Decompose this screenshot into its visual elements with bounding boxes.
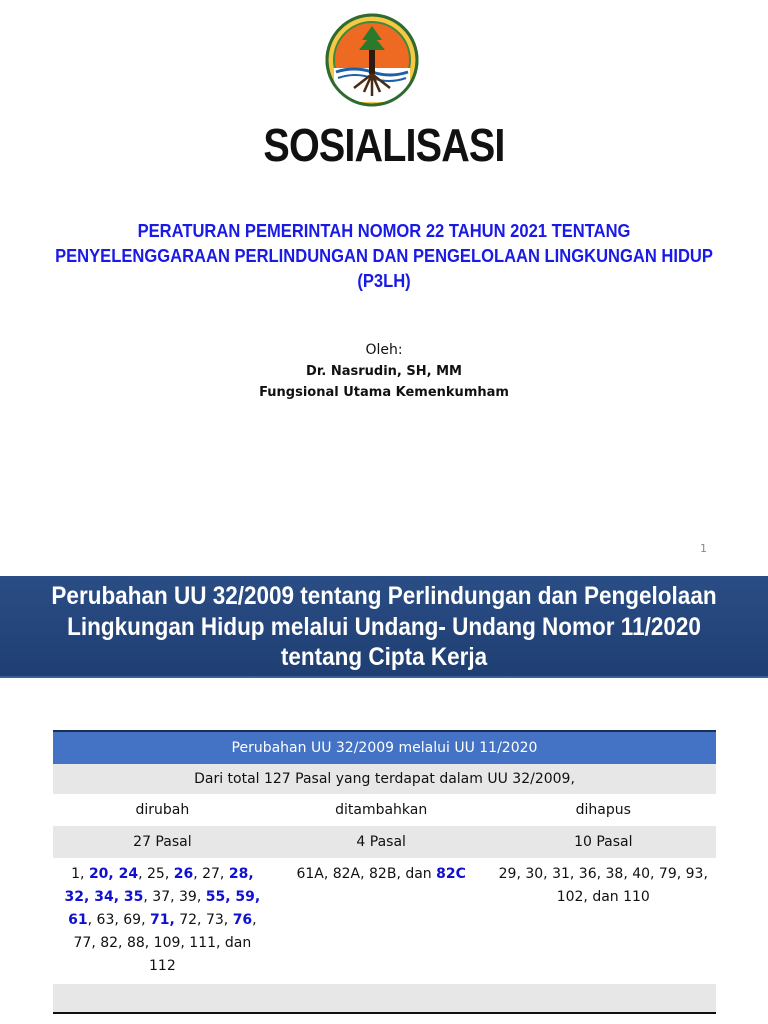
slide-banner <box>0 576 768 678</box>
article-text: , 37, 39, <box>143 889 206 905</box>
highlighted-article: 26 <box>173 866 194 882</box>
banner-line-2: Lingkungan Hidup melalui Undang- Undang Nomor 11/2020 <box>67 612 701 641</box>
article-text: , 27, <box>193 866 229 882</box>
article-text: , 25, <box>138 866 174 882</box>
page-number: 1 <box>700 542 707 555</box>
column-header-row <box>53 794 716 826</box>
article-list-row <box>53 858 716 984</box>
author-name: Dr. Nasrudin, SH, MM <box>306 364 462 379</box>
highlighted-article: 55, 59, 61 <box>68 889 261 928</box>
article-text: 1, <box>71 866 89 882</box>
count-changed: 27 Pasal <box>53 826 272 858</box>
highlighted-article: 76 <box>232 912 253 928</box>
table-header-row <box>53 731 716 764</box>
banner-line-1: Perubahan UU 32/2009 tentang Perlindungan dan Pengelolaan <box>51 582 717 610</box>
slide-title: SOSIALISASI <box>263 119 505 171</box>
article-text: 72, 73, <box>174 912 233 928</box>
amendment-table <box>53 730 716 1014</box>
col-header-removed: dihapus <box>491 794 716 826</box>
regulation-subtitle <box>0 219 768 294</box>
article-text: , 77, 82, 88, 109, 111, dan 112 <box>73 912 257 974</box>
table-footer-row <box>53 984 716 1013</box>
changed-articles <box>53 858 272 984</box>
highlighted-article: 71, <box>149 912 175 928</box>
subtitle-line-2: PENYELENGGARAAN PERLINDUNGAN DAN PENGELOLAAN LINGKUNGAN HIDUP (P3LH) <box>55 246 713 291</box>
empty-row <box>53 984 716 1013</box>
count-row <box>53 826 716 858</box>
highlighted-article: 82C <box>436 866 466 882</box>
article-text: , 63, 69, <box>87 912 150 928</box>
subtitle-line-1: PERATURAN PEMERINTAH NOMOR 22 TAHUN 2021 TENTANG <box>137 221 631 241</box>
banner-line-3: tentang Cipta Kerja <box>280 643 488 671</box>
added-articles <box>272 858 491 984</box>
count-added: 4 Pasal <box>272 826 491 858</box>
ministry-logo-icon <box>324 12 420 108</box>
highlighted-article: 20, 24 <box>88 866 139 882</box>
by-label: Oleh: <box>365 342 403 358</box>
banner-title <box>0 581 768 673</box>
table-row <box>53 764 716 794</box>
table-header: Perubahan UU 32/2009 melalui UU 11/2020 <box>53 731 716 764</box>
table-summary: Dari total 127 Pasal yang terdapat dalam UU 32/2009, <box>53 764 716 794</box>
highlighted-article: 28, 32, 34, 35 <box>64 866 254 905</box>
removed-articles: 29, 30, 31, 36, 38, 40, 79, 93, 102, dan 110 <box>491 858 716 984</box>
article-text: 61A, 82A, 82B, dan <box>296 866 437 882</box>
author-block <box>0 340 768 403</box>
author-position: Fungsional Utama Kemenkumham <box>259 385 509 400</box>
content-slide <box>0 576 768 1024</box>
count-removed: 10 Pasal <box>491 826 716 858</box>
col-header-added: ditambahkan <box>272 794 491 826</box>
col-header-changed: dirubah <box>53 794 272 826</box>
